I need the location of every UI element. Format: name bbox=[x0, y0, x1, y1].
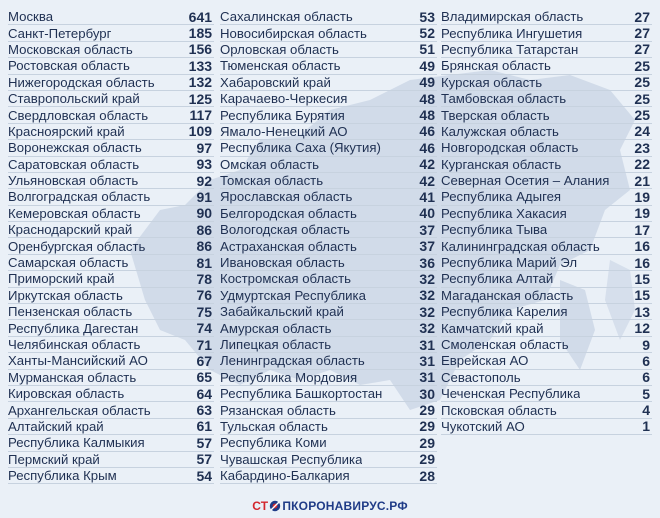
table-row bbox=[441, 206, 652, 222]
region-name: Тверская область bbox=[441, 107, 550, 123]
case-count: 25 bbox=[634, 107, 650, 124]
table-row bbox=[441, 304, 652, 320]
case-count: 6 bbox=[642, 369, 650, 386]
table-row bbox=[8, 337, 214, 353]
table-row bbox=[8, 42, 214, 58]
case-count: 132 bbox=[188, 74, 213, 91]
table-row bbox=[441, 157, 652, 173]
table-row bbox=[220, 140, 437, 156]
case-count: 36 bbox=[419, 254, 435, 271]
case-count: 185 bbox=[188, 25, 213, 42]
region-name: Вологодская область bbox=[220, 222, 350, 238]
region-name: Забайкальский край bbox=[220, 304, 344, 320]
region-name: Ленинградская область bbox=[220, 353, 365, 369]
table-row bbox=[441, 222, 652, 238]
table-row bbox=[220, 386, 437, 402]
case-count: 91 bbox=[196, 189, 213, 205]
region-name: Ярославская область bbox=[220, 189, 353, 205]
case-count: 31 bbox=[419, 369, 435, 386]
region-name: Кировская область bbox=[8, 386, 125, 402]
case-count: 12 bbox=[634, 320, 650, 337]
table-row bbox=[8, 304, 214, 320]
region-name: Республика Бурятия bbox=[220, 107, 345, 123]
table-row bbox=[220, 402, 437, 418]
table-row bbox=[220, 419, 437, 435]
case-count: 117 bbox=[189, 107, 213, 124]
table-row bbox=[441, 107, 652, 123]
region-name: Челябинская область bbox=[8, 337, 141, 352]
case-count: 23 bbox=[634, 139, 650, 156]
table-row bbox=[8, 91, 214, 107]
table-row bbox=[220, 42, 437, 58]
region-name: Томская область bbox=[220, 173, 324, 189]
case-count: 27 bbox=[634, 41, 650, 58]
table-row bbox=[8, 238, 214, 254]
region-name: Республика Мордовия bbox=[220, 369, 358, 385]
table-row bbox=[8, 189, 214, 205]
case-count: 13 bbox=[634, 303, 650, 320]
case-count: 75 bbox=[196, 303, 213, 320]
case-count: 46 bbox=[419, 123, 435, 140]
case-count: 92 bbox=[196, 172, 213, 189]
column-3 bbox=[441, 9, 652, 493]
region-name: Курганская область bbox=[441, 156, 562, 172]
table-row bbox=[8, 107, 214, 123]
case-count: 22 bbox=[634, 156, 650, 173]
table-row bbox=[8, 468, 214, 484]
table-row bbox=[220, 9, 437, 25]
region-name: Оренбургская область bbox=[8, 238, 146, 254]
table-row bbox=[441, 337, 652, 353]
stopcoronavirus-logo[interactable] bbox=[252, 499, 408, 513]
case-count: 32 bbox=[419, 270, 435, 287]
table-row bbox=[8, 402, 214, 418]
case-count: 49 bbox=[419, 57, 435, 74]
table-row bbox=[220, 337, 437, 353]
case-count: 1 bbox=[642, 418, 650, 435]
case-count: 48 bbox=[419, 107, 435, 124]
region-name: Республика Хакасия bbox=[441, 205, 567, 221]
region-name: Еврейская АО bbox=[441, 353, 529, 369]
table-row bbox=[8, 25, 214, 41]
case-count: 17 bbox=[634, 221, 650, 238]
region-name: Нижегородская область bbox=[8, 74, 155, 90]
table-row bbox=[8, 140, 214, 156]
region-name: Хабаровский край bbox=[220, 74, 331, 90]
region-name: Курская область bbox=[441, 74, 543, 90]
case-count: 29 bbox=[419, 418, 435, 435]
region-name: Ростовская область bbox=[8, 58, 130, 74]
case-count: 30 bbox=[419, 385, 435, 402]
table-row bbox=[441, 25, 652, 41]
case-count: 64 bbox=[196, 385, 213, 402]
table-row bbox=[441, 288, 652, 304]
case-count: 6 bbox=[642, 352, 650, 369]
region-name: Республика Адыгея bbox=[441, 189, 562, 205]
region-name: Орловская область bbox=[220, 41, 339, 57]
case-count: 74 bbox=[196, 320, 213, 337]
case-count: 31 bbox=[419, 336, 435, 353]
case-count: 51 bbox=[419, 41, 435, 58]
region-name: Чукотский АО bbox=[441, 418, 525, 434]
table-row bbox=[8, 124, 214, 140]
table-row bbox=[220, 206, 437, 222]
table-row bbox=[441, 91, 652, 107]
region-name: Владимирская область bbox=[441, 9, 584, 25]
region-name: Санкт-Петербург bbox=[8, 25, 112, 41]
case-count: 133 bbox=[188, 57, 213, 74]
region-name: Севастополь bbox=[441, 369, 521, 385]
table-row bbox=[8, 386, 214, 402]
case-count: 19 bbox=[634, 205, 650, 222]
region-name: Костромская область bbox=[220, 271, 352, 287]
region-name: Архангельская область bbox=[8, 402, 151, 418]
region-name: Тульская область bbox=[220, 418, 328, 434]
region-name: Республика Крым bbox=[8, 468, 117, 484]
table-row bbox=[441, 419, 652, 435]
region-name: Карачаево-Черкесия bbox=[220, 91, 348, 107]
case-count: 29 bbox=[419, 434, 435, 451]
region-name: Ивановская область bbox=[220, 255, 345, 271]
case-count: 27 bbox=[634, 8, 650, 25]
case-count: 57 bbox=[196, 434, 213, 451]
table-row bbox=[220, 222, 437, 238]
case-count: 42 bbox=[419, 156, 435, 173]
table-row bbox=[441, 386, 652, 402]
region-name: Республика Ингушетия bbox=[441, 25, 583, 41]
case-count: 37 bbox=[419, 238, 435, 255]
table-row bbox=[441, 238, 652, 254]
region-name: Ульяновская область bbox=[8, 173, 139, 189]
case-count: 65 bbox=[196, 369, 213, 386]
case-count: 49 bbox=[419, 74, 435, 91]
region-table bbox=[8, 9, 652, 493]
case-count: 15 bbox=[634, 270, 650, 287]
case-count: 29 bbox=[419, 402, 435, 419]
case-count: 109 bbox=[188, 123, 213, 140]
case-count: 52 bbox=[419, 25, 435, 42]
case-count: 29 bbox=[419, 451, 435, 468]
case-count: 32 bbox=[419, 320, 435, 337]
region-name: Псковская область bbox=[441, 402, 557, 418]
case-count: 90 bbox=[196, 205, 213, 222]
region-name: Республика Саха (Якутия) bbox=[220, 140, 381, 156]
table-row bbox=[220, 25, 437, 41]
case-count: 4 bbox=[642, 402, 650, 419]
table-row bbox=[441, 140, 652, 156]
table-row bbox=[441, 9, 652, 25]
region-name: Ямало-Ненецкий АО bbox=[220, 123, 348, 139]
case-count: 641 bbox=[188, 8, 213, 25]
table-row bbox=[441, 189, 652, 205]
table-row bbox=[8, 370, 214, 386]
table-row bbox=[8, 419, 214, 435]
region-name: Новосибирская область bbox=[220, 25, 367, 41]
case-count: 9 bbox=[642, 336, 650, 353]
region-name: Свердловская область bbox=[8, 107, 149, 123]
region-name: Амурская область bbox=[220, 320, 332, 336]
case-count: 37 bbox=[419, 221, 435, 238]
case-count: 24 bbox=[634, 123, 650, 140]
column-1 bbox=[8, 9, 214, 493]
case-count: 16 bbox=[634, 254, 650, 271]
region-name: Удмуртская Республика bbox=[220, 287, 366, 303]
case-count: 25 bbox=[634, 74, 650, 91]
table-row bbox=[8, 9, 214, 25]
case-count: 41 bbox=[419, 189, 435, 205]
case-count: 40 bbox=[419, 205, 435, 222]
region-name: Калининградская область bbox=[441, 238, 600, 254]
region-name: Алтайский край bbox=[8, 418, 104, 434]
table-row bbox=[8, 271, 214, 287]
table-row bbox=[441, 255, 652, 271]
region-name: Калужская область bbox=[441, 123, 559, 139]
region-name: Липецкая область bbox=[220, 337, 332, 352]
table-row bbox=[8, 353, 214, 369]
table-row bbox=[8, 75, 214, 91]
case-count: 16 bbox=[634, 238, 650, 255]
case-count: 32 bbox=[419, 303, 435, 320]
table-row bbox=[220, 75, 437, 91]
case-count: 76 bbox=[196, 287, 213, 304]
table-row bbox=[220, 304, 437, 320]
region-name: Республика Тыва bbox=[441, 222, 548, 238]
region-name: Иркутская область bbox=[8, 287, 123, 303]
region-name: Новгородская область bbox=[441, 140, 579, 156]
table-row bbox=[220, 435, 437, 451]
case-count: 46 bbox=[419, 139, 435, 156]
footer bbox=[0, 497, 660, 515]
case-count: 21 bbox=[634, 172, 650, 189]
case-count: 61 bbox=[196, 418, 213, 435]
table-row bbox=[220, 452, 437, 468]
table-row bbox=[220, 271, 437, 287]
region-name: Московская область bbox=[8, 41, 133, 57]
case-count: 67 bbox=[196, 352, 213, 369]
case-count: 125 bbox=[188, 90, 213, 107]
case-count: 81 bbox=[196, 254, 213, 271]
case-count: 25 bbox=[634, 90, 650, 107]
region-name: Ставропольский край bbox=[8, 91, 140, 107]
table-row bbox=[220, 288, 437, 304]
region-name: Москва bbox=[8, 9, 54, 25]
table-row bbox=[441, 353, 652, 369]
table-row bbox=[220, 468, 437, 484]
table-row bbox=[8, 206, 214, 222]
region-name: Астраханская область bbox=[220, 238, 357, 254]
table-row bbox=[220, 91, 437, 107]
region-name: Волгоградская область bbox=[8, 189, 151, 205]
case-count: 32 bbox=[419, 287, 435, 304]
case-count: 42 bbox=[419, 172, 435, 189]
region-name: Пензенская область bbox=[8, 304, 133, 320]
region-name: Магаданская область bbox=[441, 287, 574, 303]
table-row bbox=[220, 238, 437, 254]
case-count: 19 bbox=[634, 189, 650, 205]
region-name: Мурманская область bbox=[8, 369, 137, 385]
table-row bbox=[220, 370, 437, 386]
region-name: Чеченская Республика bbox=[441, 386, 581, 402]
region-name: Камчатский край bbox=[441, 320, 544, 336]
case-count: 93 bbox=[196, 156, 213, 173]
region-name: Краснодарский край bbox=[8, 222, 133, 238]
region-name: Тамбовская область bbox=[441, 91, 567, 107]
table-row bbox=[8, 173, 214, 189]
table-row bbox=[441, 370, 652, 386]
table-row bbox=[441, 124, 652, 140]
region-name: Республика Татарстан bbox=[441, 41, 579, 57]
case-count: 86 bbox=[196, 221, 213, 238]
region-name: Смоленская область bbox=[441, 337, 569, 352]
case-count: 5 bbox=[642, 385, 650, 402]
region-name: Республика Марий Эл bbox=[441, 255, 578, 271]
table-row bbox=[220, 320, 437, 336]
table-row bbox=[441, 320, 652, 336]
case-count: 63 bbox=[196, 402, 213, 419]
table-row bbox=[220, 353, 437, 369]
region-name: Кабардино-Балкария bbox=[220, 468, 350, 484]
region-name: Ханты-Мансийский АО bbox=[8, 353, 148, 369]
region-name: Омская область bbox=[220, 156, 319, 172]
region-name: Республика Алтай bbox=[441, 271, 554, 287]
virus-stop-icon bbox=[269, 500, 281, 512]
table-row bbox=[8, 435, 214, 451]
region-name: Белгородская область bbox=[220, 205, 357, 221]
logo-part-2: ПКОРОНАВИРУС.РФ bbox=[282, 499, 408, 513]
table-row bbox=[220, 255, 437, 271]
case-count: 57 bbox=[196, 451, 213, 468]
case-count: 27 bbox=[634, 25, 650, 42]
case-count: 71 bbox=[196, 336, 213, 353]
region-name: Тюменская область bbox=[220, 58, 341, 74]
region-name: Воронежская область bbox=[8, 140, 142, 156]
table-row bbox=[220, 58, 437, 74]
region-name: Республика Коми bbox=[220, 435, 327, 451]
table-row bbox=[8, 255, 214, 271]
case-count: 25 bbox=[634, 57, 650, 74]
case-count: 156 bbox=[188, 41, 213, 58]
case-count: 15 bbox=[634, 287, 650, 304]
region-name: Пермский край bbox=[8, 451, 100, 467]
case-count: 53 bbox=[419, 8, 435, 25]
table-row bbox=[441, 58, 652, 74]
region-name: Республика Дагестан bbox=[8, 320, 139, 336]
region-name: Рязанская область bbox=[220, 402, 336, 418]
table-row bbox=[441, 42, 652, 58]
case-count: 86 bbox=[196, 238, 213, 255]
table-row bbox=[441, 271, 652, 287]
table-row bbox=[8, 157, 214, 173]
case-count: 28 bbox=[419, 467, 435, 484]
table-row bbox=[220, 107, 437, 123]
table-row bbox=[8, 288, 214, 304]
region-name: Республика Калмыкия bbox=[8, 435, 145, 451]
region-name: Северная Осетия – Алания bbox=[441, 173, 610, 189]
table-row bbox=[220, 157, 437, 173]
table-row bbox=[8, 452, 214, 468]
logo-part-1: СТ bbox=[252, 499, 269, 513]
table-row bbox=[8, 58, 214, 74]
case-count: 54 bbox=[196, 467, 213, 484]
table-row bbox=[441, 173, 652, 189]
region-name: Кемеровская область bbox=[8, 205, 141, 221]
region-name: Чувашская Республика bbox=[220, 451, 363, 467]
case-count: 78 bbox=[196, 270, 213, 287]
column-2 bbox=[220, 9, 437, 493]
table-row bbox=[220, 124, 437, 140]
table-row bbox=[441, 75, 652, 91]
table-row bbox=[220, 189, 437, 205]
table-row bbox=[8, 222, 214, 238]
region-name: Саратовская область bbox=[8, 156, 140, 172]
region-name: Республика Карелия bbox=[441, 304, 568, 320]
region-name: Приморский край bbox=[8, 271, 115, 287]
table-row bbox=[441, 402, 652, 418]
case-count: 48 bbox=[419, 90, 435, 107]
region-name: Сахалинская область bbox=[220, 9, 353, 25]
case-count: 97 bbox=[196, 139, 213, 156]
table-row bbox=[8, 320, 214, 336]
region-name: Брянская область bbox=[441, 58, 551, 74]
region-name: Республика Башкортостан bbox=[220, 386, 383, 402]
table-row bbox=[220, 173, 437, 189]
region-name: Красноярский край bbox=[8, 123, 125, 139]
region-name: Самарская область bbox=[8, 255, 129, 271]
case-count: 31 bbox=[419, 352, 435, 369]
